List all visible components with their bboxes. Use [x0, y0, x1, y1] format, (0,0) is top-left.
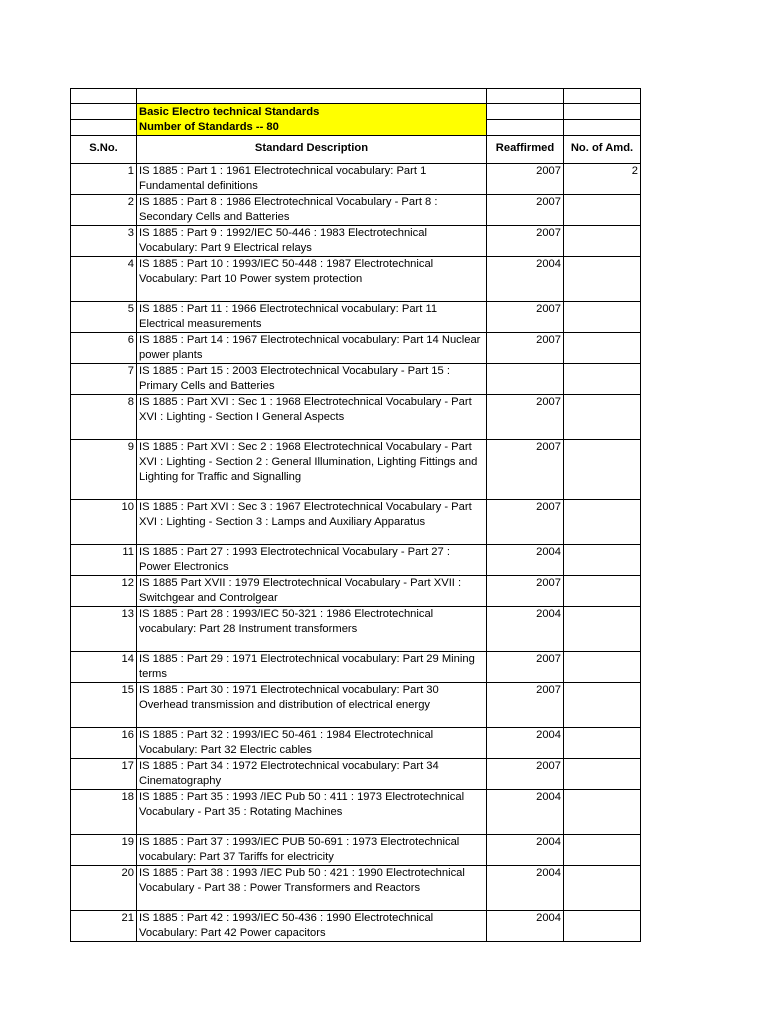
row-amendments[interactable] — [564, 226, 641, 257]
table-row — [71, 302, 641, 333]
row-description[interactable]: IS 1885 : Part XVI : Sec 2 : 1968 Electrotechnical Vocabulary - Part XVI : Lighting - Section 2 : General Illumination, Lighting Fittings and Lighting for Traffic and Signalling — [137, 440, 487, 500]
table-row — [71, 164, 641, 195]
row-description[interactable]: IS 1885 : Part 15 : 2003 Electrotechnical Vocabulary - Part 15 : Primary Cells and Batteries — [137, 364, 487, 395]
row-reaffirmed[interactable]: 2007 — [487, 500, 564, 545]
table-row — [71, 835, 641, 866]
cell[interactable] — [71, 156, 137, 164]
row-reaffirmed[interactable]: 2004 — [487, 545, 564, 576]
row-reaffirmed[interactable]: 2004 — [487, 866, 564, 911]
row-reaffirmed[interactable]: 2007 — [487, 333, 564, 364]
row-reaffirmed[interactable]: 2004 — [487, 728, 564, 759]
row-reaffirmed[interactable]: 2004 — [487, 835, 564, 866]
row-amendments[interactable]: 2 — [564, 164, 641, 195]
table-row — [71, 576, 641, 607]
header-sno[interactable]: S.No. — [71, 136, 137, 157]
row-amendments[interactable] — [564, 257, 641, 302]
row-description[interactable]: IS 1885 : Part XVI : Sec 3 : 1967 Electrotechnical Vocabulary - Part XVI : Lighting - Section 3 : Lamps and Auxiliary Apparatus — [137, 500, 487, 545]
table-row — [71, 911, 641, 942]
header-amendments[interactable]: No. of Amd. — [564, 136, 641, 157]
cell[interactable] — [564, 120, 641, 136]
row-sno[interactable]: 1 — [71, 164, 137, 195]
row-description[interactable]: IS 1885 : Part 38 : 1993 /IEC Pub 50 : 421 : 1990 Electrotechnical Vocabulary - Part 38 : Power Transformers and Reactors — [137, 866, 487, 911]
table-row — [71, 866, 641, 911]
row-amendments[interactable] — [564, 302, 641, 333]
table-row — [71, 364, 641, 395]
row-amendments[interactable] — [564, 759, 641, 790]
row-reaffirmed[interactable]: 2007 — [487, 195, 564, 226]
row-reaffirmed[interactable]: 2007 — [487, 440, 564, 500]
row-amendments[interactable] — [564, 364, 641, 395]
row-amendments[interactable] — [564, 866, 641, 911]
header-reaffirmed[interactable]: Reaffirmed — [487, 136, 564, 157]
spacer-row — [71, 156, 641, 164]
table-row — [71, 728, 641, 759]
row-amendments[interactable] — [564, 440, 641, 500]
row-amendments[interactable] — [564, 607, 641, 652]
row-description[interactable]: IS 1885 : Part 29 : 1971 Electrotechnical vocabulary: Part 29 Mining terms — [137, 652, 487, 683]
row-amendments[interactable] — [564, 195, 641, 226]
row-sno[interactable]: 19 — [71, 835, 137, 866]
row-description[interactable]: IS 1885 : Part 42 : 1993/IEC 50-436 : 1990 Electrotechnical Vocabulary: Part 42 Power capacitors — [137, 911, 487, 942]
row-sno[interactable]: 8 — [71, 395, 137, 440]
row-amendments[interactable] — [564, 395, 641, 440]
row-sno[interactable]: 20 — [71, 866, 137, 911]
title-row-1 — [71, 104, 641, 120]
row-sno[interactable]: 5 — [71, 302, 137, 333]
row-sno[interactable]: 11 — [71, 545, 137, 576]
standards-count[interactable]: Number of Standards -- 80 — [137, 120, 487, 136]
row-description[interactable]: IS 1885 : Part 35 : 1993 /IEC Pub 50 : 411 : 1973 Electrotechnical Vocabulary - Part 35 : Rotating Machines — [137, 790, 487, 835]
row-sno[interactable]: 16 — [71, 728, 137, 759]
table-row — [71, 683, 641, 728]
row-description[interactable]: IS 1885 : Part 9 : 1992/IEC 50-446 : 1983 Electrotechnical Vocabulary: Part 9 Electrical relays — [137, 226, 487, 257]
table-row — [71, 545, 641, 576]
table-row — [71, 195, 641, 226]
table-row — [71, 333, 641, 364]
table-row — [71, 790, 641, 835]
row-reaffirmed[interactable]: 2007 — [487, 226, 564, 257]
row-sno[interactable]: 21 — [71, 911, 137, 942]
row-description[interactable]: IS 1885 : Part 11 : 1966 Electrotechnical vocabulary: Part 11 Electrical measurements — [137, 302, 487, 333]
row-description[interactable]: IS 1885 : Part 8 : 1986 Electrotechnical Vocabulary - Part 8 : Secondary Cells and Batteries — [137, 195, 487, 226]
row-sno[interactable]: 12 — [71, 576, 137, 607]
row-sno[interactable]: 7 — [71, 364, 137, 395]
row-amendments[interactable] — [564, 790, 641, 835]
row-description[interactable]: IS 1885 : Part 27 : 1993 Electrotechnical Vocabulary - Part 27 : Power Electronics — [137, 545, 487, 576]
row-description[interactable]: IS 1885 : Part 32 : 1993/IEC 50-461 : 1984 Electrotechnical Vocabulary: Part 32 Electric cables — [137, 728, 487, 759]
row-amendments[interactable] — [564, 333, 641, 364]
table-row — [71, 395, 641, 440]
row-sno[interactable]: 14 — [71, 652, 137, 683]
row-reaffirmed[interactable] — [487, 364, 564, 395]
row-reaffirmed[interactable]: 2007 — [487, 164, 564, 195]
cell[interactable] — [487, 104, 564, 120]
row-reaffirmed[interactable]: 2007 — [487, 759, 564, 790]
row-amendments[interactable] — [564, 683, 641, 728]
row-sno[interactable]: 9 — [71, 440, 137, 500]
row-description[interactable]: IS 1885 Part XVII : 1979 Electrotechnical Vocabulary - Part XVII : Switchgear and Controlgear — [137, 576, 487, 607]
table-row — [71, 440, 641, 500]
row-sno[interactable]: 13 — [71, 607, 137, 652]
row-description[interactable]: IS 1885 : Part 28 : 1993/IEC 50-321 : 1986 Electrotechnical vocabulary: Part 28 Instrument transformers — [137, 607, 487, 652]
cell[interactable] — [487, 89, 564, 104]
blank-row — [71, 89, 641, 104]
row-reaffirmed[interactable]: 2007 — [487, 652, 564, 683]
row-description[interactable]: IS 1885 : Part 37 : 1993/IEC PUB 50-691 : 1973 Electrotechnical vocabulary: Part 37 Tariffs for electricity — [137, 835, 487, 866]
row-reaffirmed[interactable]: 2004 — [487, 607, 564, 652]
row-sno[interactable]: 3 — [71, 226, 137, 257]
row-amendments[interactable] — [564, 835, 641, 866]
row-sno[interactable]: 17 — [71, 759, 137, 790]
table-row — [71, 257, 641, 302]
row-amendments[interactable] — [564, 911, 641, 942]
row-description[interactable]: IS 1885 : Part 30 : 1971 Electrotechnical vocabulary: Part 30 Overhead transmission and distribution of electrical energy — [137, 683, 487, 728]
row-sno[interactable]: 4 — [71, 257, 137, 302]
cell[interactable] — [487, 156, 564, 164]
cell[interactable] — [137, 156, 487, 164]
cell[interactable] — [71, 89, 137, 104]
cell[interactable] — [564, 89, 641, 104]
row-amendments[interactable] — [564, 545, 641, 576]
row-amendments[interactable] — [564, 728, 641, 759]
table-row — [71, 759, 641, 790]
row-reaffirmed[interactable]: 2007 — [487, 683, 564, 728]
header-row — [71, 136, 641, 157]
cell[interactable] — [71, 104, 137, 120]
header-description[interactable]: Standard Description — [137, 136, 487, 157]
table-row — [71, 500, 641, 545]
cell[interactable] — [564, 156, 641, 164]
cell[interactable] — [71, 120, 137, 136]
row-sno[interactable]: 6 — [71, 333, 137, 364]
row-description[interactable]: IS 1885 : Part 1 : 1961 Electrotechnical vocabulary: Part 1 Fundamental definitions — [137, 164, 487, 195]
row-reaffirmed[interactable]: 2007 — [487, 302, 564, 333]
title-row-2 — [71, 120, 641, 136]
row-reaffirmed[interactable]: 2004 — [487, 257, 564, 302]
row-sno[interactable]: 18 — [71, 790, 137, 835]
row-sno[interactable]: 10 — [71, 500, 137, 545]
row-reaffirmed[interactable]: 2007 — [487, 395, 564, 440]
row-description[interactable]: IS 1885 : Part 34 : 1972 Electrotechnical vocabulary: Part 34 Cinematography — [137, 759, 487, 790]
standards-table — [70, 88, 641, 942]
row-amendments[interactable] — [564, 500, 641, 545]
row-reaffirmed[interactable]: 2004 — [487, 911, 564, 942]
row-amendments[interactable] — [564, 652, 641, 683]
cell[interactable] — [564, 104, 641, 120]
row-sno[interactable]: 15 — [71, 683, 137, 728]
row-description[interactable]: IS 1885 : Part 10 : 1993/IEC 50-448 : 1987 Electrotechnical Vocabulary: Part 10 Power system protection — [137, 257, 487, 302]
table-row — [71, 652, 641, 683]
row-description[interactable]: IS 1885 : Part XVI : Sec 1 : 1968 Electrotechnical Vocabulary - Part XVI : Lighting - Section I General Aspects — [137, 395, 487, 440]
table-row — [71, 226, 641, 257]
row-sno[interactable]: 2 — [71, 195, 137, 226]
sheet-title[interactable]: Basic Electro technical Standards — [137, 104, 487, 120]
row-amendments[interactable] — [564, 576, 641, 607]
cell[interactable] — [487, 120, 564, 136]
row-description[interactable]: IS 1885 : Part 14 : 1967 Electrotechnical vocabulary: Part 14 Nuclear power plants — [137, 333, 487, 364]
table-row — [71, 607, 641, 652]
row-reaffirmed[interactable]: 2004 — [487, 790, 564, 835]
row-reaffirmed[interactable]: 2007 — [487, 576, 564, 607]
cell[interactable] — [137, 89, 487, 104]
